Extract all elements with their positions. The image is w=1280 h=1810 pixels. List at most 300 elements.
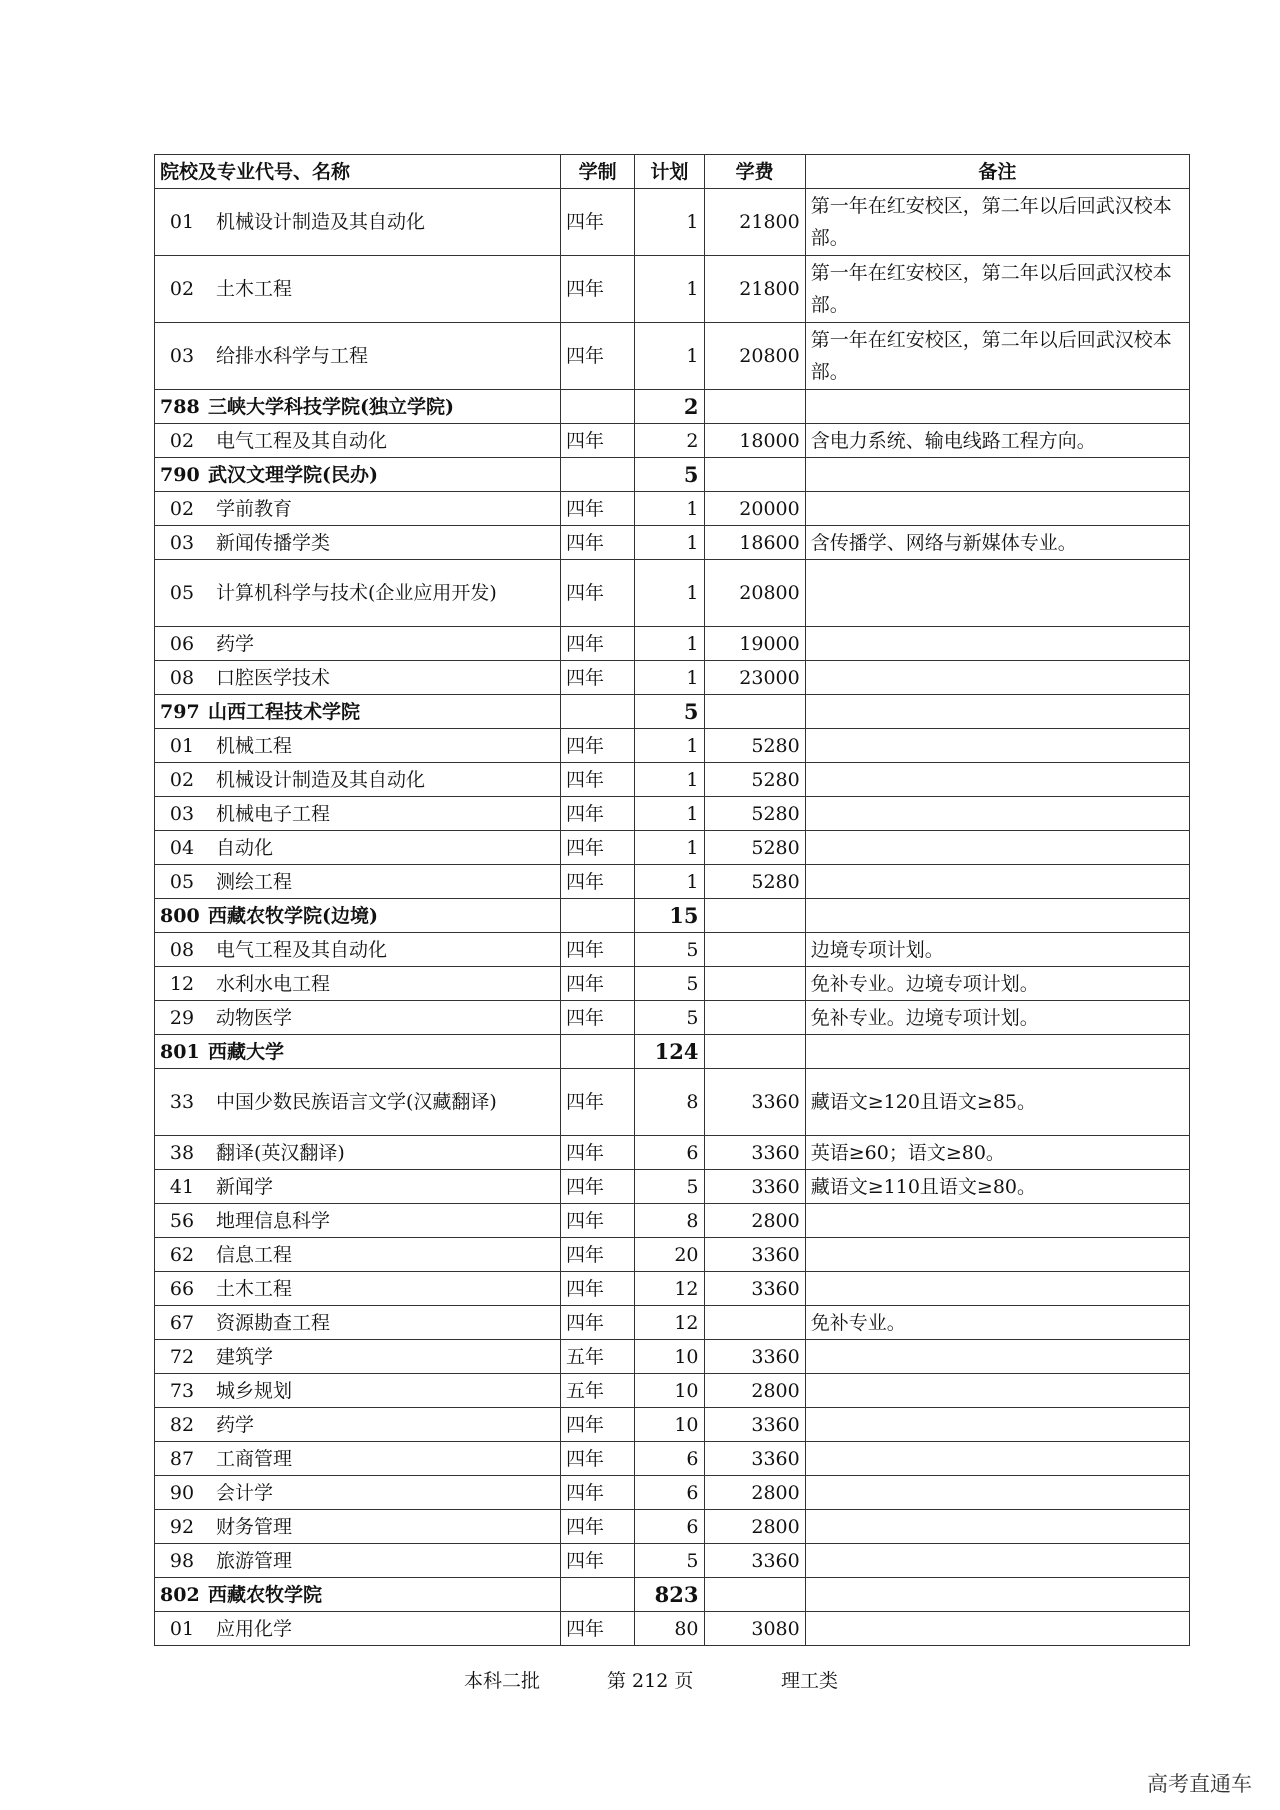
major-plan: 6 <box>635 1136 704 1170</box>
major-plan: 1 <box>635 661 704 695</box>
major-name: 药学 <box>216 632 255 655</box>
major-plan: 12 <box>635 1306 704 1340</box>
major-name: 中国少数民族语言文学(汉藏翻译) <box>216 1091 497 1113</box>
major-note <box>805 1442 1189 1476</box>
major-code: 33 <box>169 1091 195 1113</box>
major-plan: 1 <box>635 560 704 627</box>
major-row <box>155 933 1190 967</box>
major-duration: 四年 <box>560 1001 634 1035</box>
major-code: 67 <box>169 1311 195 1334</box>
major-code: 08 <box>169 938 195 961</box>
major-name-cell <box>155 1442 561 1476</box>
major-duration: 五年 <box>560 1340 634 1374</box>
header-fee: 学费 <box>704 155 805 189</box>
major-code: 04 <box>169 836 195 859</box>
major-row <box>155 1170 1190 1204</box>
footer-category: 理工类 <box>781 1670 839 1692</box>
school-note-cell <box>805 899 1189 933</box>
major-note <box>805 1544 1189 1578</box>
major-note <box>805 661 1189 695</box>
major-fee: 5280 <box>704 797 805 831</box>
major-note <box>805 1510 1189 1544</box>
major-note <box>805 797 1189 831</box>
major-name: 机械电子工程 <box>216 802 331 825</box>
major-name: 应用化学 <box>216 1617 293 1640</box>
major-code: 03 <box>169 802 195 825</box>
major-name-cell <box>155 1238 561 1272</box>
major-row <box>155 189 1190 256</box>
school-note-cell <box>805 458 1189 492</box>
major-name-cell <box>155 526 561 560</box>
major-name: 旅游管理 <box>216 1549 293 1572</box>
school-duration-cell <box>560 1035 634 1069</box>
major-plan: 1 <box>635 831 704 865</box>
school-name-cell <box>155 1578 561 1612</box>
school-fee-cell <box>704 390 805 424</box>
major-row <box>155 256 1190 323</box>
major-plan: 80 <box>635 1612 704 1646</box>
major-name-cell <box>155 424 561 458</box>
major-note <box>805 1272 1189 1306</box>
school-name-cell <box>155 458 561 492</box>
major-row <box>155 865 1190 899</box>
major-code: 01 <box>169 1617 195 1640</box>
major-code: 03 <box>169 531 195 554</box>
school-row <box>155 458 1190 492</box>
school-note-cell <box>805 695 1189 729</box>
major-duration: 四年 <box>560 256 634 323</box>
major-fee: 18600 <box>704 526 805 560</box>
major-name: 会计学 <box>216 1481 274 1504</box>
major-plan: 1 <box>635 729 704 763</box>
major-plan: 1 <box>635 526 704 560</box>
school-plan: 5 <box>635 695 704 729</box>
major-name: 电气工程及其自动化 <box>216 429 388 452</box>
school-duration-cell <box>560 1578 634 1612</box>
major-note: 藏语文≥110且语文≥80。 <box>805 1170 1189 1204</box>
school-name-cell <box>155 899 561 933</box>
major-fee <box>704 1001 805 1035</box>
major-fee: 3360 <box>704 1136 805 1170</box>
major-row <box>155 1510 1190 1544</box>
major-code: 87 <box>169 1447 195 1470</box>
major-fee <box>704 1306 805 1340</box>
school-plan: 823 <box>635 1578 704 1612</box>
major-name-cell <box>155 323 561 390</box>
major-note <box>805 1612 1189 1646</box>
school-duration-cell <box>560 390 634 424</box>
school-code: 790 <box>160 463 200 486</box>
major-plan: 2 <box>635 424 704 458</box>
major-name-cell <box>155 1306 561 1340</box>
major-duration: 四年 <box>560 1136 634 1170</box>
major-name: 土木工程 <box>216 278 293 300</box>
major-row <box>155 526 1190 560</box>
major-fee: 3360 <box>704 1170 805 1204</box>
major-row <box>155 323 1190 390</box>
major-duration: 四年 <box>560 1170 634 1204</box>
major-name: 自动化 <box>216 836 274 859</box>
major-code: 02 <box>169 497 195 520</box>
major-plan: 8 <box>635 1069 704 1136</box>
major-plan: 1 <box>635 763 704 797</box>
major-fee: 2800 <box>704 1374 805 1408</box>
major-row <box>155 1340 1190 1374</box>
major-note <box>805 1340 1189 1374</box>
major-fee: 20000 <box>704 492 805 526</box>
major-duration: 四年 <box>560 492 634 526</box>
major-name-cell <box>155 831 561 865</box>
major-note <box>805 492 1189 526</box>
major-duration: 四年 <box>560 967 634 1001</box>
school-name: 西藏农牧学院(边境) <box>208 904 378 927</box>
major-plan: 5 <box>635 1544 704 1578</box>
major-code: 41 <box>169 1175 195 1198</box>
footer-page: 第 212 页 <box>607 1670 694 1692</box>
major-duration: 四年 <box>560 729 634 763</box>
major-plan: 20 <box>635 1238 704 1272</box>
major-duration: 四年 <box>560 1510 634 1544</box>
major-plan: 10 <box>635 1340 704 1374</box>
major-fee: 3360 <box>704 1238 805 1272</box>
major-row <box>155 424 1190 458</box>
school-plan: 15 <box>635 899 704 933</box>
school-name: 西藏农牧学院 <box>208 1583 323 1606</box>
header-note: 备注 <box>805 155 1189 189</box>
school-plan: 5 <box>635 458 704 492</box>
major-duration: 四年 <box>560 323 634 390</box>
header-name: 院校及专业代号、名称 <box>155 155 561 189</box>
major-name: 土木工程 <box>216 1277 293 1300</box>
school-code: 801 <box>160 1040 200 1063</box>
major-code: 82 <box>169 1413 195 1436</box>
major-name-cell <box>155 797 561 831</box>
major-fee: 5280 <box>704 729 805 763</box>
major-note: 免补专业。 <box>805 1306 1189 1340</box>
major-plan: 12 <box>635 1272 704 1306</box>
major-row <box>155 1374 1190 1408</box>
major-fee: 20800 <box>704 560 805 627</box>
major-fee: 3360 <box>704 1272 805 1306</box>
major-row <box>155 1306 1190 1340</box>
major-name-cell <box>155 1001 561 1035</box>
major-name: 新闻学 <box>216 1175 274 1198</box>
major-plan: 5 <box>635 933 704 967</box>
school-duration-cell <box>560 695 634 729</box>
major-plan: 6 <box>635 1510 704 1544</box>
major-row <box>155 627 1190 661</box>
major-name-cell <box>155 1170 561 1204</box>
major-note: 藏语文≥120且语文≥85。 <box>805 1069 1189 1136</box>
major-name: 动物医学 <box>216 1006 293 1029</box>
major-fee: 2800 <box>704 1204 805 1238</box>
major-name: 地理信息科学 <box>216 1209 331 1232</box>
major-note <box>805 1374 1189 1408</box>
major-name-cell <box>155 1340 561 1374</box>
major-name-cell <box>155 1136 561 1170</box>
major-fee <box>704 933 805 967</box>
major-code: 38 <box>169 1141 195 1164</box>
major-code: 01 <box>169 211 195 233</box>
major-name-cell <box>155 1069 561 1136</box>
major-name: 建筑学 <box>216 1345 274 1368</box>
major-duration: 四年 <box>560 933 634 967</box>
major-code: 66 <box>169 1277 195 1300</box>
major-duration: 四年 <box>560 661 634 695</box>
major-code: 90 <box>169 1481 195 1504</box>
major-fee: 3080 <box>704 1612 805 1646</box>
major-code: 06 <box>169 632 195 655</box>
major-note <box>805 1204 1189 1238</box>
major-note <box>805 627 1189 661</box>
major-plan: 6 <box>635 1442 704 1476</box>
major-duration: 四年 <box>560 1204 634 1238</box>
major-fee: 21800 <box>704 256 805 323</box>
major-duration: 四年 <box>560 189 634 256</box>
major-row <box>155 1272 1190 1306</box>
major-note <box>805 1238 1189 1272</box>
major-fee: 23000 <box>704 661 805 695</box>
major-duration: 四年 <box>560 560 634 627</box>
major-name: 财务管理 <box>216 1515 293 1538</box>
major-name-cell <box>155 1476 561 1510</box>
major-row <box>155 560 1190 627</box>
school-name-cell <box>155 1035 561 1069</box>
major-plan: 6 <box>635 1476 704 1510</box>
header-duration: 学制 <box>560 155 634 189</box>
major-fee: 2800 <box>704 1476 805 1510</box>
major-name-cell <box>155 661 561 695</box>
admission-plan-table <box>154 154 1190 1646</box>
major-name: 测绘工程 <box>216 870 293 893</box>
major-name-cell <box>155 627 561 661</box>
header-plan: 计划 <box>635 155 704 189</box>
major-fee: 20800 <box>704 323 805 390</box>
major-row <box>155 492 1190 526</box>
major-duration: 四年 <box>560 1544 634 1578</box>
school-note-cell <box>805 390 1189 424</box>
school-code: 802 <box>160 1583 200 1606</box>
major-row <box>155 1136 1190 1170</box>
major-fee: 3360 <box>704 1069 805 1136</box>
major-code: 12 <box>169 972 195 995</box>
major-note: 免补专业。边境专项计划。 <box>805 1001 1189 1035</box>
major-duration: 四年 <box>560 1238 634 1272</box>
major-code: 01 <box>169 734 195 757</box>
major-note <box>805 831 1189 865</box>
school-name: 山西工程技术学院 <box>208 700 361 723</box>
major-plan: 5 <box>635 1001 704 1035</box>
major-row <box>155 797 1190 831</box>
major-name-cell <box>155 763 561 797</box>
major-code: 73 <box>169 1379 195 1402</box>
school-fee-cell <box>704 899 805 933</box>
major-fee: 2800 <box>704 1510 805 1544</box>
school-row <box>155 390 1190 424</box>
school-name-cell <box>155 695 561 729</box>
major-row <box>155 763 1190 797</box>
major-name-cell <box>155 1408 561 1442</box>
major-duration: 四年 <box>560 1476 634 1510</box>
major-duration: 四年 <box>560 1306 634 1340</box>
major-name: 给排水科学与工程 <box>216 345 369 367</box>
major-note: 边境专项计划。 <box>805 933 1189 967</box>
major-fee: 5280 <box>704 865 805 899</box>
major-name-cell <box>155 1612 561 1646</box>
major-note <box>805 865 1189 899</box>
school-code: 800 <box>160 904 200 927</box>
table-header-row <box>155 155 1190 189</box>
school-fee-cell <box>704 1035 805 1069</box>
school-duration-cell <box>560 458 634 492</box>
major-plan: 5 <box>635 967 704 1001</box>
major-plan: 10 <box>635 1408 704 1442</box>
major-duration: 四年 <box>560 865 634 899</box>
major-name-cell <box>155 1544 561 1578</box>
major-duration: 四年 <box>560 424 634 458</box>
major-note <box>805 729 1189 763</box>
school-row <box>155 899 1190 933</box>
major-code: 92 <box>169 1515 195 1538</box>
major-row <box>155 1442 1190 1476</box>
school-name: 武汉文理学院(民办) <box>208 463 378 486</box>
major-name: 机械设计制造及其自动化 <box>216 768 426 791</box>
school-code: 788 <box>160 395 200 418</box>
major-note <box>805 1408 1189 1442</box>
major-fee: 3360 <box>704 1442 805 1476</box>
major-fee: 5280 <box>704 831 805 865</box>
major-row <box>155 729 1190 763</box>
major-name: 机械设计制造及其自动化 <box>216 211 426 233</box>
major-name-cell <box>155 865 561 899</box>
school-name: 三峡大学科技学院(独立学院) <box>208 395 454 418</box>
school-fee-cell <box>704 1578 805 1612</box>
major-code: 98 <box>169 1549 195 1572</box>
major-fee: 3360 <box>704 1340 805 1374</box>
major-plan: 8 <box>635 1204 704 1238</box>
major-row <box>155 1408 1190 1442</box>
major-fee: 5280 <box>704 763 805 797</box>
major-name: 工商管理 <box>216 1447 293 1470</box>
major-note <box>805 560 1189 627</box>
major-name-cell <box>155 1204 561 1238</box>
major-plan: 1 <box>635 627 704 661</box>
major-name-cell <box>155 729 561 763</box>
school-row <box>155 1578 1190 1612</box>
school-code: 797 <box>160 700 200 723</box>
major-code: 02 <box>169 278 195 300</box>
major-code: 29 <box>169 1006 195 1029</box>
major-duration: 四年 <box>560 627 634 661</box>
major-note: 含传播学、网络与新媒体专业。 <box>805 526 1189 560</box>
major-name-cell <box>155 1374 561 1408</box>
major-code: 02 <box>169 429 195 452</box>
major-duration: 五年 <box>560 1374 634 1408</box>
major-name: 计算机科学与技术(企业应用开发) <box>216 582 497 604</box>
major-note: 免补专业。边境专项计划。 <box>805 967 1189 1001</box>
school-fee-cell <box>704 458 805 492</box>
major-code: 08 <box>169 666 195 689</box>
major-note: 含电力系统、输电线路工程方向。 <box>805 424 1189 458</box>
school-plan: 2 <box>635 390 704 424</box>
school-name: 西藏大学 <box>208 1040 285 1063</box>
major-fee: 3360 <box>704 1408 805 1442</box>
school-plan: 124 <box>635 1035 704 1069</box>
major-code: 62 <box>169 1243 195 1266</box>
major-name: 口腔医学技术 <box>216 666 331 689</box>
school-note-cell <box>805 1578 1189 1612</box>
major-name: 学前教育 <box>216 497 293 520</box>
major-row <box>155 967 1190 1001</box>
major-note: 第一年在红安校区，第二年以后回武汉校本部。 <box>805 189 1189 256</box>
major-row <box>155 1001 1190 1035</box>
major-fee: 3360 <box>704 1544 805 1578</box>
major-note <box>805 1476 1189 1510</box>
major-row <box>155 1544 1190 1578</box>
major-plan: 1 <box>635 797 704 831</box>
major-code: 05 <box>169 870 195 893</box>
major-name-cell <box>155 492 561 526</box>
major-name: 机械工程 <box>216 734 293 757</box>
major-plan: 1 <box>635 865 704 899</box>
major-duration: 四年 <box>560 1442 634 1476</box>
major-fee: 21800 <box>704 189 805 256</box>
major-duration: 四年 <box>560 1069 634 1136</box>
major-code: 03 <box>169 345 195 367</box>
major-plan: 1 <box>635 323 704 390</box>
major-plan: 10 <box>635 1374 704 1408</box>
major-plan: 1 <box>635 492 704 526</box>
major-name: 电气工程及其自动化 <box>216 938 388 961</box>
major-name: 信息工程 <box>216 1243 293 1266</box>
major-row <box>155 661 1190 695</box>
major-note: 第一年在红安校区，第二年以后回武汉校本部。 <box>805 256 1189 323</box>
major-note: 英语≥60；语文≥80。 <box>805 1136 1189 1170</box>
major-row <box>155 1069 1190 1136</box>
major-name-cell <box>155 933 561 967</box>
major-duration: 四年 <box>560 763 634 797</box>
major-note <box>805 763 1189 797</box>
major-name-cell <box>155 1510 561 1544</box>
major-duration: 四年 <box>560 1272 634 1306</box>
major-code: 56 <box>169 1209 195 1232</box>
major-fee <box>704 967 805 1001</box>
major-duration: 四年 <box>560 831 634 865</box>
school-note-cell <box>805 1035 1189 1069</box>
major-row <box>155 1204 1190 1238</box>
major-row <box>155 1612 1190 1646</box>
major-duration: 四年 <box>560 526 634 560</box>
school-duration-cell <box>560 899 634 933</box>
major-duration: 四年 <box>560 1408 634 1442</box>
major-name: 水利水电工程 <box>216 972 331 995</box>
school-fee-cell <box>704 695 805 729</box>
school-row <box>155 1035 1190 1069</box>
major-name-cell <box>155 967 561 1001</box>
major-fee: 18000 <box>704 424 805 458</box>
major-row <box>155 1238 1190 1272</box>
major-duration: 四年 <box>560 797 634 831</box>
major-code: 72 <box>169 1345 195 1368</box>
school-row <box>155 695 1190 729</box>
major-name: 药学 <box>216 1413 255 1436</box>
major-plan: 1 <box>635 256 704 323</box>
major-code: 05 <box>169 582 195 604</box>
major-name: 新闻传播学类 <box>216 531 331 554</box>
major-name: 城乡规划 <box>216 1379 293 1402</box>
watermark: 高考直通车 <box>1147 1772 1252 1796</box>
major-name-cell <box>155 560 561 627</box>
